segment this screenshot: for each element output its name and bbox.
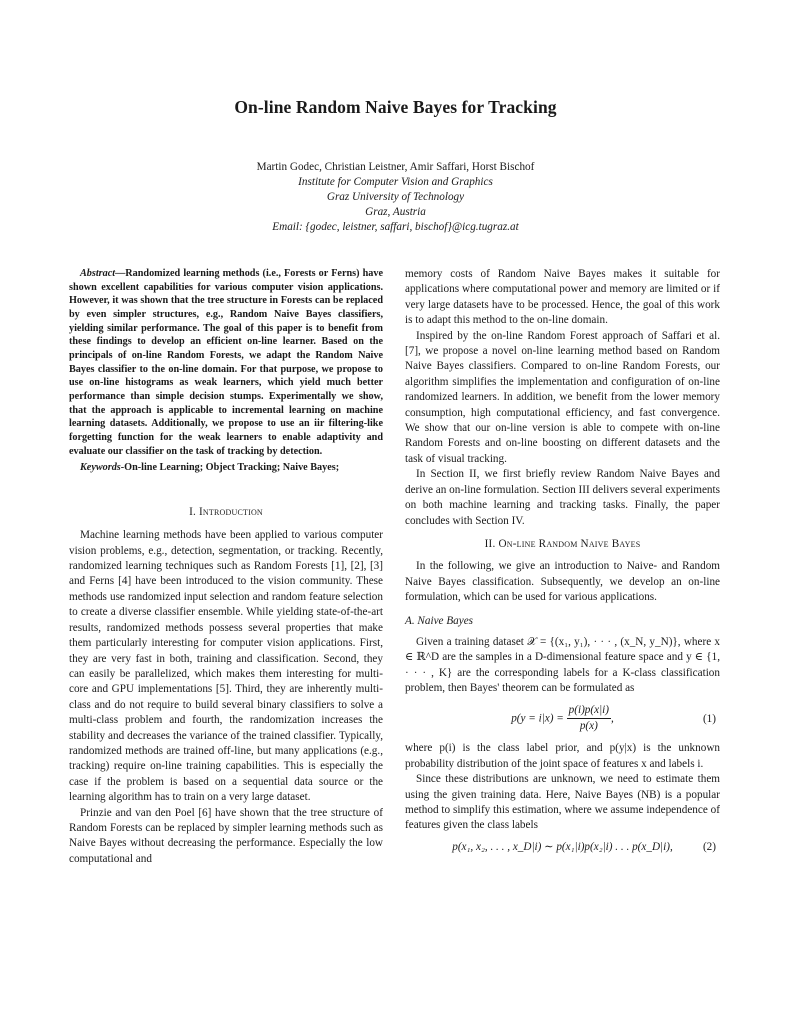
- equation-1-denominator: p(x): [579, 719, 598, 732]
- paragraph: In the following, we give an introduction to Naive- and Random Naive Bayes classification. Subsequently, we develop an on-line formulation, which can be used for various applications.: [405, 560, 720, 604]
- paragraph: Inspired by the on-line Random Forest approach of Saffari et al. [7], we propose a novel on-line learning method based on Random Naive Bayes classifiers. Compared to on-line Random Forests, our algorithm simplifies the implementation and configuration of on-line randomized learners. In addition, we benefit from the lower memory consumption, high computational efficiency, and fast convergence. We show that our on-line version is able to compete with on-line Random Forests and on-line boosting on different datasets and the task of visual tracking.: [405, 329, 720, 465]
- equation-2-body: p(x₁, x₂, . . . , x_D|i) ∼ p(x₁|i)p(x₂|i) . . . p(x_D|i),: [452, 840, 673, 853]
- paragraph: memory costs of Random Naive Bayes makes it suitable for applications where computational power and memory are limited or if very large datasets have to be processed. Hence, the goal of this work is to adapt this method to the on-line domain.: [405, 268, 720, 327]
- city: Graz, Austria: [365, 206, 426, 219]
- equation-1: p(y = i|x) = $\frac{p(i)p(x|i)}{p(x)}$ , (1): [405, 703, 720, 735]
- email: Email: {godec, leistner, saffari, bischof}@icg.tugraz.at: [272, 221, 519, 234]
- university: Graz University of Technology: [326, 191, 465, 204]
- institute: Institute for Computer Vision and Graphics: [298, 176, 493, 189]
- equation-1-fraction: [567, 703, 611, 735]
- section-title-introduction: I. Introduction: [189, 505, 263, 518]
- abstract: [69, 267, 383, 458]
- paragraph: Machine learning methods have been applied to various computer vision problems, e.g., detection, segmentation, or tracking. Recently, randomized learning techniques such as Random Forests [1], [2], [3] and Ferns [4] have been introduced to the vision community. These methods use randomized input selection and random feature selection to create a diverse classifier ensemble. While yielding state-of-the-art results, randomized methods possess several properties that make them particularly interesting for computer vision applications. First, they are very fast in both, training and classification. Second, they can easily be parallelized, which makes them interesting for multi-core and GPU implementations [5]. Third, they are inherently multi-class and do not require to build several binary classifiers to solve a multi-class problem and fourth, the randomization increases the stability and decreases the variance of the trained classifier. Typically, randomized methods are trained off-line, but many applications (e.g., tracking) require on-line training capabilities. This is especially the case if the problem is based on a sequential data source or the learning algorithm has to train on a very large dataset.: [69, 529, 383, 804]
- author-names: Martin Godec, Christian Leistner, Amir Saffari, Horst Bischof: [256, 161, 535, 173]
- equation-1-lhs: p(y = i|x) =: [511, 712, 564, 725]
- keywords-text: -On-line Learning; Object Tracking; Naive Bayes;: [120, 462, 340, 474]
- equation-2: [405, 840, 720, 855]
- section-title-online-rnb: II. On-line Random Naive Bayes: [484, 537, 641, 550]
- equation-2-number: (2): [702, 840, 716, 853]
- paper-title: On-line Random Naive Bayes for Tracking: [234, 97, 557, 117]
- equation-1-number: (1): [702, 712, 716, 725]
- right-column: [405, 267, 720, 855]
- paragraph: Given a training dataset 𝒳 = {(x₁, y₁), · · · , (x_N, y_N)}, where x ∈ ℝ^D are the samples in a D-dimensional feature space and y ∈ {1, · · · , K} are the corresponding labels for a K-class classification problem, then Bayes' theorem can be formulated as: [405, 635, 720, 695]
- equation-1-numerator: p(i)p(x|i): [567, 703, 611, 719]
- abstract-label: Abstract: [80, 268, 116, 279]
- paragraph: where p(i) is the class label prior, and p(y|x) is the unknown probability distribution of the joint space of features x and labels i.: [405, 742, 720, 770]
- subsection-title-naive-bayes: A. Naive Bayes: [405, 614, 474, 627]
- keywords-label: Keywords: [80, 462, 121, 474]
- author-block: [0, 160, 791, 235]
- abstract-text: —Randomized learning methods (i.e., Forests or Ferns) have shown excellent capabilities for various computer vision applications. However, it was shown that the tree structure in Forests can be replaced by even simpler structures, e.g., Random Naive Bayes classifiers, yielding similar performance. The goal of this paper is to benefit from these findings to develop an efficient on-line learner. Based on the principals of on-line Random Forests, we adapt the Random Naive Bayes classifier to the on-line domain. For that purpose, we propose to use on-line histograms as weak learners, which yield much better performance than simple decision stumps. Experimentally we show, that the approach is applicable to incremental learning on machine learning datasets. Additionally, we propose to use an iir filtering-like forgetting function for the weak learners to enable adaptivity and evaluate our classifier on the task of tracking by detection.: [69, 268, 383, 457]
- left-column: [69, 267, 383, 867]
- keywords: [69, 461, 383, 475]
- paragraph: In Section II, we first briefly review Random Naive Bayes and derive an on-line formulation. Section III delivers several experiments on both machine learning and tracking tasks. Finally, the paper concludes with Section IV.: [405, 468, 720, 527]
- paragraph: Prinzie and van den Poel [6] have shown that the tree structure of Random Forests can be replaced by simpler learning methods such as Naive Bayes without decreasing the performance. Especially the low computational and: [69, 806, 383, 865]
- paragraph: Since these distributions are unknown, we need to estimate them using the given training data. Here, Naive Bayes (NB) is a popular method to simplify this estimation, where we assume independence of features given the class labels: [405, 773, 720, 832]
